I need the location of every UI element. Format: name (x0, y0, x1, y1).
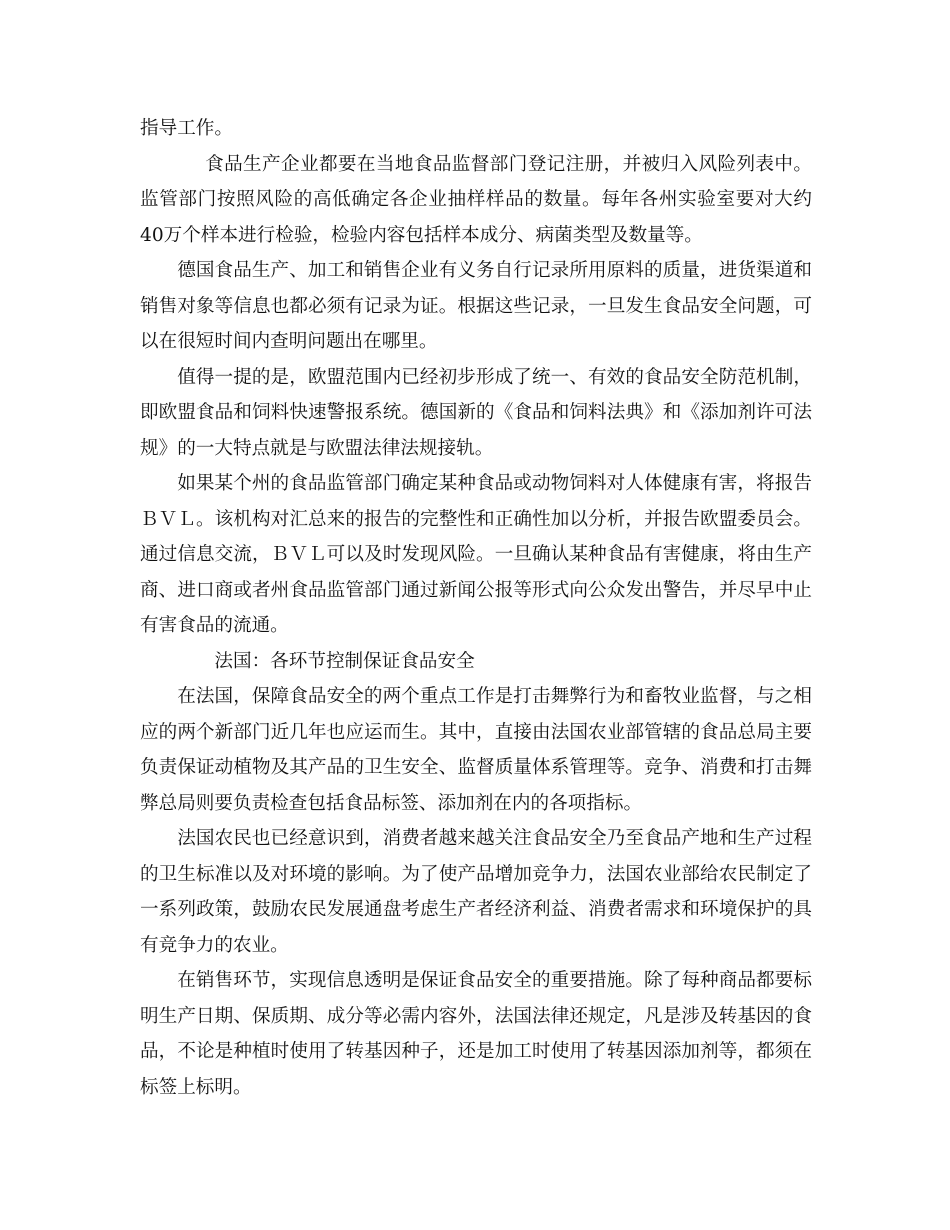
document-body (140, 111, 812, 1105)
paragraph-continuation: 指导工作。 (140, 118, 233, 139)
paragraph-eu-alert: 值得一提的是，欧盟范围内已经初步形成了统一、有效的食品安全防范机制，即欧盟食品和饲料快速警报系统。德国新的《食品和饲料法典》和《添加剂许可法规》的一大特点就是与欧盟法律法规接轨。 (140, 366, 812, 459)
section-heading-france: 法国：各环节控制保证食品安全 (214, 650, 475, 672)
paragraph-france-sales: 在销售环节，实现信息透明是保证食品安全的重要措施。除了每种商品都要标明生产日期、保质期、成分等必需内容外，法国法律还规定，凡是涉及转基因的食品，不论是种植时使用了转基因种子，还是加工时使用了转基因添加剂等，都须在标签上标明。 (140, 970, 812, 1098)
paragraph-records: 德国食品生产、加工和销售企业有义务自行记录所用原料的质量，进货渠道和销售对象等信息也都必须有记录为证。根据这些记录，一旦发生食品安全问题，可以在很短时间内查明问题出在哪里。 (140, 260, 812, 352)
paragraph-bvl-report: 如果某个州的食品监管部门确定某种食品或动物饲料对人体健康有害，将报告ＢＶＬ。该机构对汇总来的报告的完整性和正确性加以分析，并报告欧盟委员会。通过信息交流，ＢＶＬ可以及时发现风险。一旦确认某种食品有害健康，将由生产商、进口商或者州食品监管部门通过新闻公报等形式向公众发出警告，并尽早中止有害食品的流通。 (140, 473, 812, 636)
paragraph-registration: 食品生产企业都要在当地食品监督部门登记注册，并被归入风险列表中。监管部门按照风险的高低确定各企业抽样样品的数量。每年各州实验室要对大约40万个样本进行检验，检验内容包括样本成分、病菌类型及数量等。 (140, 153, 812, 246)
paragraph-france-departments: 在法国，保障食品安全的两个重点工作是打击舞弊行为和畜牧业监督，与之相应的两个新部门近几年也应运而生。其中，直接由法国农业部管辖的食品总局主要负责保证动植物及其产品的卫生安全、监督质量体系管理等。竞争、消费和打击舞弊总局则要负责检查包括食品标签、添加剂在内的各项指标。 (140, 686, 812, 814)
paragraph-france-farmers: 法国农民也已经意识到，消费者越来越关注食品安全乃至食品产地和生产过程的卫生标准以及对环境的影响。为了使产品增加竞争力，法国农业部给农民制定了一系列政策，鼓励农民发展通盘考虑生产者经济利益、消费者需求和环境保护的具有竞争力的农业。 (140, 828, 812, 956)
